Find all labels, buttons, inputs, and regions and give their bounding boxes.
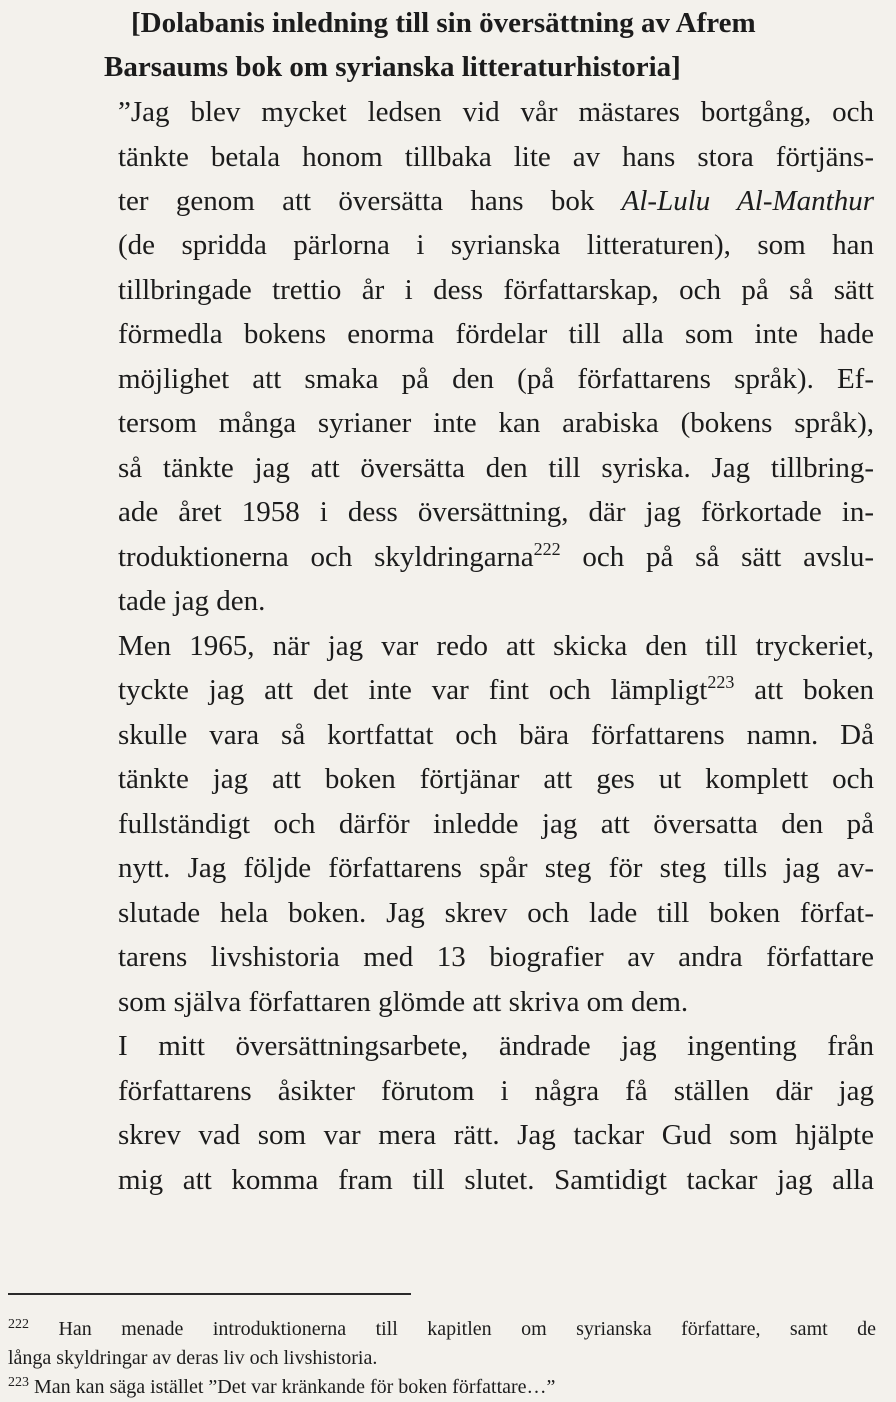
body-line: tarens livshistoria med 13 biografier av andra författare xyxy=(118,941,874,973)
body-text: och på så sätt avslu- xyxy=(560,541,875,573)
body-line: tersom många syrianer inte kan arabiska (bokens språk), xyxy=(118,407,874,439)
body-line: så tänkte jag att översätta den till syriska. Jag tillbring- xyxy=(118,452,874,484)
body-line xyxy=(118,540,874,574)
body-text: ter genom att översätta hans bok xyxy=(118,185,622,217)
body-line: skrev vad som var mera rätt. Jag tackar Gud som hjälpte xyxy=(118,1119,874,1151)
body-line: tillbringade trettio år i dess författarskap, och på så sätt xyxy=(118,274,874,306)
footnote-reference[interactable]: 222 xyxy=(533,539,561,559)
body-line: (de spridda pärlorna i syrianska litteraturen), som han xyxy=(118,229,874,261)
footnote-text: Han menade introduktionerna till kapitlen om syrianska författare, samt de xyxy=(29,1318,876,1340)
body-line: tade jag den. xyxy=(118,585,266,617)
body-line: fullständigt och därför inledde jag att översatta den på xyxy=(118,808,874,840)
body-line: tänkte jag att boken förtjänar att ges ut komplett och xyxy=(118,763,874,795)
body-text: troduktionerna och skyldringarna xyxy=(118,541,534,573)
heading-line-1: [Dolabanis inledning till sin översättning av Afrem xyxy=(131,7,756,39)
body-text: tyckte jag att det inte var fint och lämpligt xyxy=(118,674,708,706)
footnote-223 xyxy=(8,1374,876,1400)
body-line: I mitt översättningsarbete, ändrade jag ingenting från xyxy=(118,1030,874,1062)
body-line: som själva författaren glömde att skriva om dem. xyxy=(118,986,689,1018)
body-line: ade året 1958 i dess översättning, där jag förkortade in- xyxy=(118,496,874,528)
body-line: ”Jag blev mycket ledsen vid vår mästares bortgång, och xyxy=(118,96,874,128)
body-line: förmedla bokens enorma fördelar till alla som inte hade xyxy=(118,318,874,350)
body-line xyxy=(118,184,874,218)
footnote-number: 222 xyxy=(8,1317,29,1332)
body-line xyxy=(118,673,874,707)
body-line: Men 1965, när jag var redo att skicka den till tryckeriet, xyxy=(118,630,874,662)
body-line: mig att komma fram till slutet. Samtidigt tackar jag alla xyxy=(118,1164,874,1196)
footnote-222 xyxy=(8,1316,876,1342)
body-line: skulle vara så kortfattat och bära författarens namn. Då xyxy=(118,719,874,751)
footnote-text: Man kan säga istället ”Det var kränkande för boken författare…” xyxy=(29,1376,556,1398)
heading-line-2: Barsaums bok om syrianska litteraturhistoria] xyxy=(104,51,681,83)
footnote-reference[interactable]: 223 xyxy=(707,672,735,692)
body-line: möjlighet att smaka på den (på författarens språk). Ef- xyxy=(118,363,874,395)
body-line: författarens åsikter förutom i några få ställen där jag xyxy=(118,1075,874,1107)
footnote-divider xyxy=(8,1293,411,1295)
footnote-number: 223 xyxy=(8,1375,29,1390)
footnote-222-continued: långa skyldringar av deras liv och livshistoria. xyxy=(8,1347,378,1369)
body-line: slutade hela boken. Jag skrev och lade till boken förfat- xyxy=(118,897,874,929)
book-title: Al-Lulu Al-Manthur xyxy=(621,185,874,217)
body-line: nytt. Jag följde författarens spår steg för steg tills jag av- xyxy=(118,852,874,884)
body-line: tänkte betala honom tillbaka lite av hans stora förtjäns- xyxy=(118,141,874,173)
body-text: att boken xyxy=(734,674,875,706)
